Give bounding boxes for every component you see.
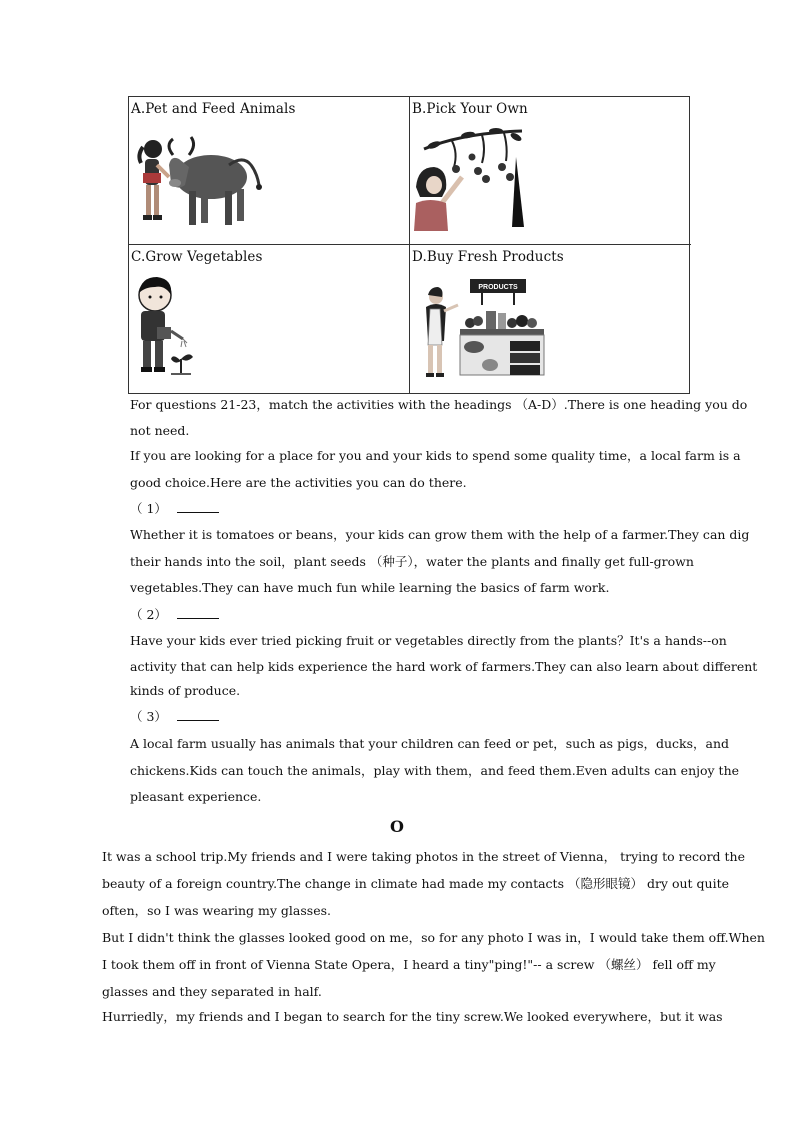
answer-blank-2[interactable]	[177, 607, 219, 619]
paragraph-line: pleasant experience.	[130, 789, 262, 804]
cell-d	[410, 245, 691, 393]
answer-blank-3[interactable]	[177, 709, 219, 721]
paragraph-line: Whether it is tomatoes or beans，your kids can grow them with the help of a farmer.They can dig	[130, 527, 750, 542]
question-number: （ 3）	[130, 709, 167, 724]
cell-title-b: B.Pick Your Own	[412, 101, 528, 117]
paragraph-line: A local farm usually has animals that your children can feed or pet，such as pigs，ducks，and	[130, 736, 730, 751]
question-number: （ 1）	[130, 501, 167, 516]
story-line: beauty of a foreign country.The change in climate had made my contacts （隐形眼镜） dry out quite	[102, 876, 730, 891]
story-line: Hurriedly，my friends and I began to search for the tiny screw.We looked everywhere，but it was	[102, 1009, 723, 1024]
cell-title-a: A.Pet and Feed Animals	[131, 101, 296, 117]
cell-b	[410, 97, 691, 245]
paragraph-line: their hands into the soil，plant seeds （种子），water the plants and finally get full-grown	[130, 554, 694, 569]
paragraph-line: chickens.Kids can touch the animals，play with them，and feed them.Even adults can enjoy the	[130, 763, 740, 778]
question-3	[130, 709, 219, 724]
woman-at-produce-stall-icon	[414, 275, 546, 383]
woman-picking-fruit-icon	[412, 127, 532, 231]
intro-line-2: good choice.Here are the activities you can do there.	[130, 475, 467, 490]
cell-title-c: C.Grow Vegetables	[131, 249, 263, 265]
paragraph-line: vegetables.They can have much fun while learning the basics of farm work.	[130, 580, 610, 595]
question-1	[130, 501, 219, 516]
answer-blank-1[interactable]	[177, 501, 219, 513]
instruction-line-1: For questions 21-23，match the activities with the headings （A-D）.There is one heading you do	[130, 397, 748, 412]
question-2	[130, 607, 219, 622]
stall-sign-text: PRODUCTS	[478, 284, 518, 291]
paragraph-line: kinds of produce.	[130, 683, 241, 698]
story-line: often，so I was wearing my glasses.	[102, 903, 331, 918]
paragraph-line: activity that can help kids experience the hard work of farmers.They can also learn about different	[130, 659, 758, 674]
paragraph-line: Have your kids ever tried picking fruit or vegetables directly from the plants？It's a hands--on	[130, 633, 727, 648]
cell-c	[129, 245, 410, 393]
instruction-line-2: not need.	[130, 423, 190, 438]
section-heading: O	[390, 817, 404, 836]
cell-title-d: D.Buy Fresh Products	[412, 249, 564, 265]
story-line: I took them off in front of Vienna State Opera，I heard a tiny"ping!"-- a screw （螺丝） fell off my	[102, 957, 716, 972]
story-line: It was a school trip.My friends and I were taking photos in the street of Vienna， trying to record the	[102, 849, 746, 864]
child-feeding-cow-icon	[133, 125, 263, 235]
story-line: But I didn't think the glasses looked good on me，so for any photo I was in，I would take them off.When	[102, 930, 765, 945]
boy-watering-seedling-icon	[131, 273, 201, 385]
cell-a	[129, 97, 410, 245]
intro-line-1: If you are looking for a place for you and your kids to spend some quality time，a local farm is a	[130, 448, 741, 463]
activity-table	[128, 96, 690, 394]
story-line: glasses and they separated in half.	[102, 984, 322, 999]
question-number: （ 2）	[130, 607, 167, 622]
